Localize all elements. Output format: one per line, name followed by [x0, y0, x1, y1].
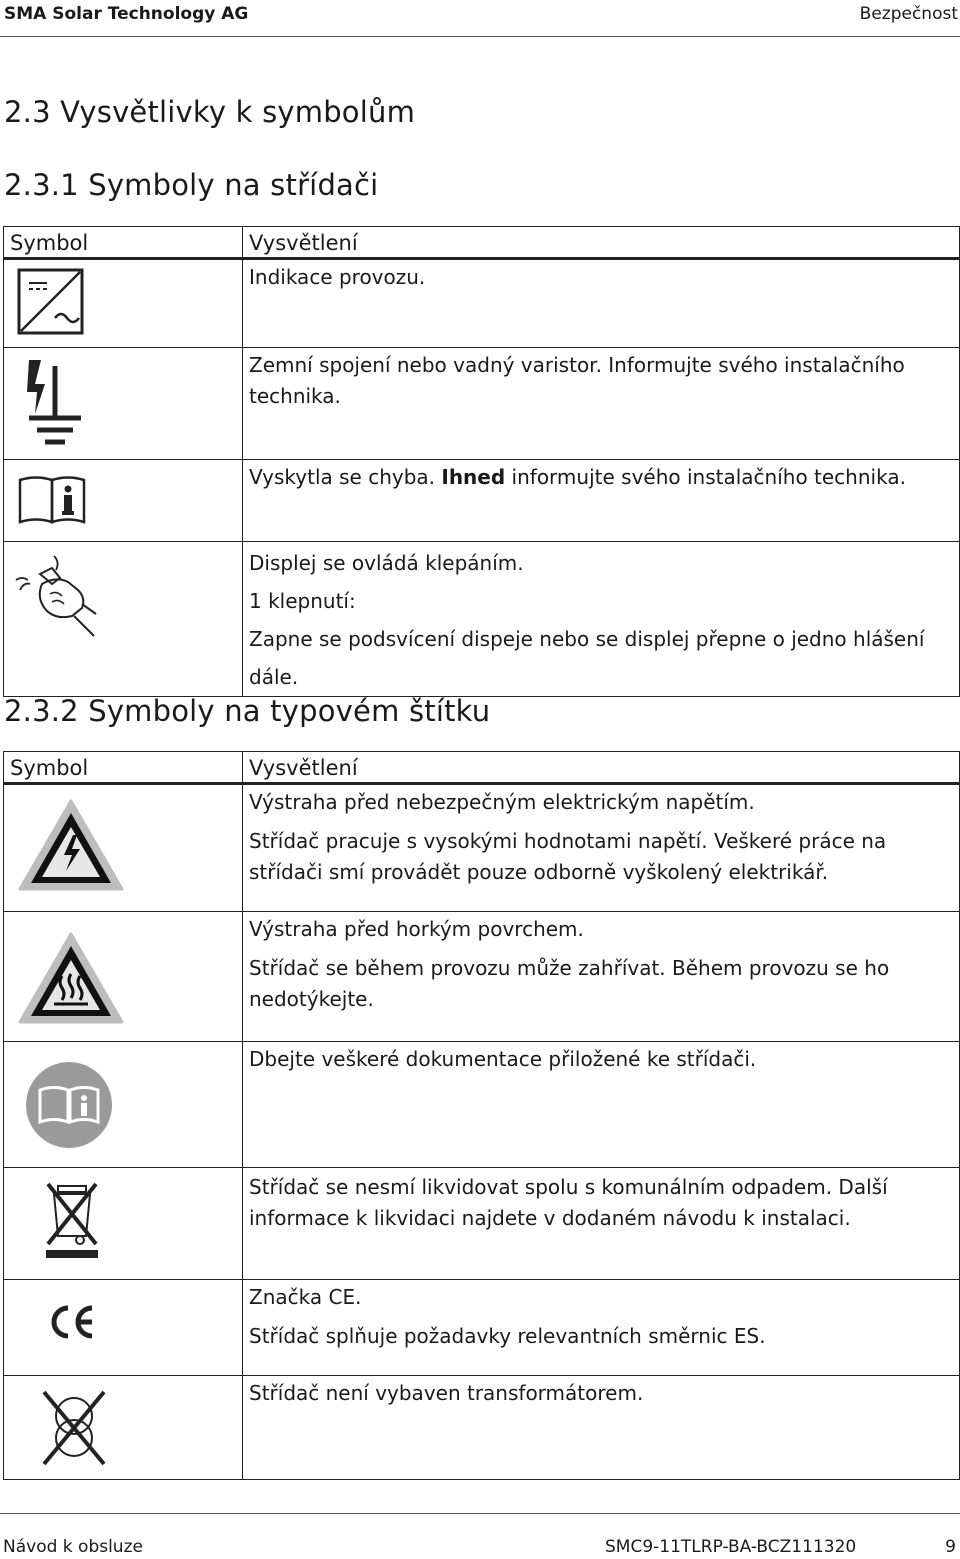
table-row: [4, 460, 960, 542]
manual-info-icon: [17, 474, 89, 526]
dc-ac-inverter-icon: [17, 268, 87, 338]
column-header-symbol: Symbol: [4, 752, 243, 784]
header-company: SMA Solar Technology AG: [4, 4, 249, 24]
page-number: 9: [945, 1537, 956, 1557]
symbol-cell: [4, 542, 243, 697]
symbol-cell: [4, 1168, 243, 1280]
header-section: Bezpečnost: [859, 4, 958, 24]
table-header-row: [4, 227, 960, 259]
header-divider: [0, 36, 960, 37]
table-row: [4, 259, 960, 348]
symbol-cell: [4, 259, 243, 348]
explanation-cell: Indikace provozu.: [243, 259, 960, 348]
explanation-cell: Výstraha před horkým povrchem. Střídač se během provozu může zahřívat. Během provozu se ho nedotýkejte.: [243, 912, 960, 1042]
column-header-symbol: Symbol: [4, 227, 243, 259]
symbol-cell: [4, 1376, 243, 1480]
read-documentation-icon: [24, 1060, 114, 1150]
high-voltage-warning-icon: [18, 799, 124, 893]
column-header-explanation: Vysvětlení: [243, 227, 960, 259]
type-label-symbols-table: [3, 751, 960, 1480]
column-header-explanation: Vysvětlení: [243, 752, 960, 784]
table-row: [4, 1280, 960, 1376]
table-row: [4, 542, 960, 697]
footer-document-code: SMC9-11TLRP-BA-BCZ111320: [605, 1537, 857, 1557]
table-row: [4, 784, 960, 912]
explanation-cell: Displej se ovládá klepáním. 1 klepnutí: Zapne se podsvícení dispeje nebo se displej přepne o jedno hlášení dále.: [243, 542, 960, 697]
symbol-cell: [4, 348, 243, 460]
table-row: [4, 1168, 960, 1280]
subsection-title-type-label-symbols: 2.3.2 Symboly na typovém štítku: [4, 694, 491, 728]
footer-document-name: Návod k obsluze: [3, 1537, 143, 1557]
explanation-cell: Výstraha před nebezpečným elektrickým napětím. Střídač pracuje s vysokými hodnotami napětí. Veškeré práce na střídači smí provádět pouze odborně vyškolený elektrikář.: [243, 784, 960, 912]
weee-bin-icon: [42, 1178, 102, 1260]
table-row: [4, 348, 960, 460]
explanation-cell: Dbejte veškeré dokumentace přiložené ke střídači.: [243, 1042, 960, 1168]
tap-hand-icon: [12, 550, 102, 640]
section-title: 2.3 Vysvětlivky k symbolům: [4, 95, 416, 129]
earth-fault-icon: [19, 356, 94, 456]
no-transformer-icon: [40, 1388, 108, 1468]
symbol-cell: [4, 784, 243, 912]
explanation-cell: Zemní spojení nebo vadný varistor. Informujte svého instalačního technika.: [243, 348, 960, 460]
subsection-title-inverter-symbols: 2.3.1 Symboly na střídači: [4, 168, 379, 202]
table-row: [4, 1376, 960, 1480]
table-row: [4, 912, 960, 1042]
explanation-cell: Značka CE. Střídač splňuje požadavky relevantních směrnic ES.: [243, 1280, 960, 1376]
explanation-cell: Vyskytla se chyba. Ihned informujte svého instalačního technika.: [243, 460, 960, 542]
explanation-cell: Střídač se nesmí likvidovat spolu s komunálním odpadem. Další informace k likvidaci najdete v dodaném návodu k instalaci.: [243, 1168, 960, 1280]
symbol-cell: [4, 1042, 243, 1168]
ce-mark-icon: [48, 1304, 98, 1340]
inverter-symbols-table: [3, 226, 960, 697]
explanation-cell: Střídač není vybaven transformátorem.: [243, 1376, 960, 1480]
symbol-cell: [4, 460, 243, 542]
footer-divider: [0, 1513, 960, 1514]
table-row: [4, 1042, 960, 1168]
hot-surface-warning-icon: [18, 932, 124, 1026]
symbol-cell: [4, 1280, 243, 1376]
table-header-row: [4, 752, 960, 784]
symbol-cell: [4, 912, 243, 1042]
